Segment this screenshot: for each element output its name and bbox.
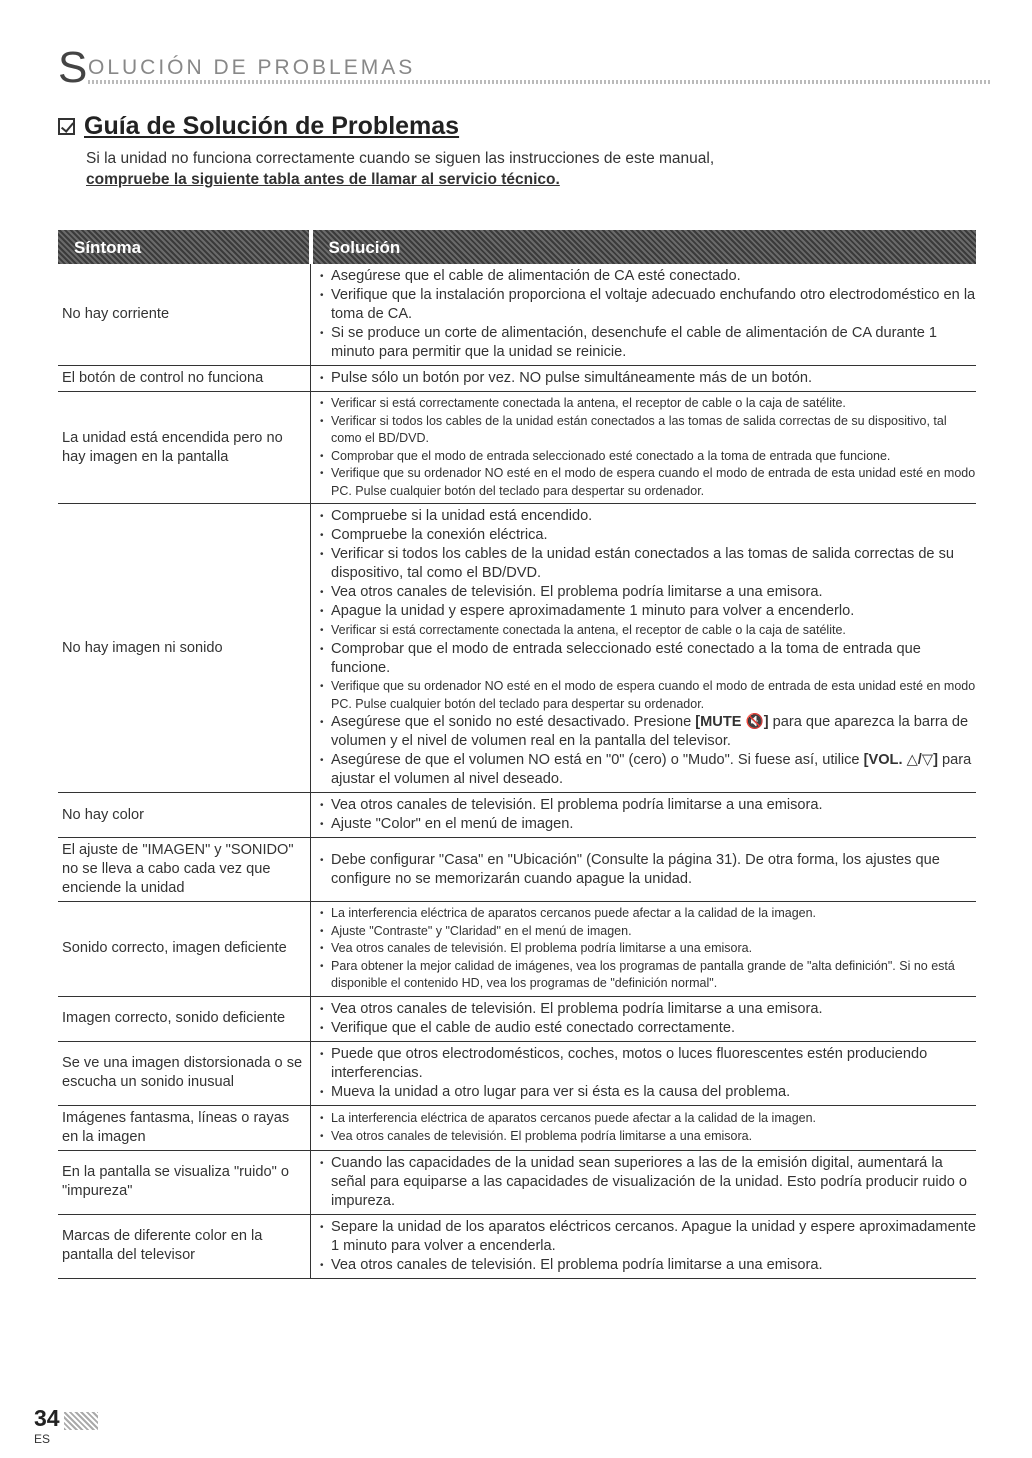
symptom-cell: En la pantalla se visualiza "ruido" o "impureza": [58, 1150, 311, 1214]
solution-item: • Verificar si está correctamente conectada la antena, el receptor de cable o la caja de satélite.: [317, 621, 976, 640]
solution-item: • Ajuste "Color" en el menú de imagen.: [317, 815, 976, 834]
solution-item: • Cuando las capacidades de la unidad sean superiores a las de la emisión digital, aumentará la señal para equiparse a las capacidades de visualización de la unidad. Esto podría producir ruido o impureza.: [317, 1154, 976, 1211]
section-heading: [58, 112, 459, 141]
vol-text-pre: Asegúrese de que el volumen NO está en "0" (cero) o "Mudo". Si fuese así, utilice: [331, 752, 864, 768]
solution-item: • Si se produce un corte de alimentación, desenchufe el cable de alimentación de CA durante 1 minuto para permitir que la unidad se reinicie.: [317, 324, 976, 362]
solution-item: • Pulse sólo un botón por vez. NO pulse simultáneamente más de un botón.: [317, 369, 976, 388]
table-row: [58, 1214, 976, 1278]
solution-item: [317, 751, 976, 789]
table-row: [58, 902, 976, 997]
solution-item: • La interferencia eléctrica de aparatos cercanos puede afectar a la calidad de la imagen.: [317, 1110, 976, 1128]
solution-item: • Vea otros canales de televisión. El problema podría limitarse a una emisora.: [317, 1256, 976, 1275]
checkbox-icon: [58, 118, 75, 135]
header-rule: [88, 80, 992, 84]
solution-item: • Vea otros canales de televisión. El problema podría limitarse a una emisora.: [317, 1128, 976, 1146]
symptom-cell: No hay color: [58, 793, 311, 838]
header-title: OLUCIÓN DE PROBLEMAS: [88, 56, 416, 79]
solution-item: • Verificar si todos los cables de la unidad están conectados a las tomas de salida correctas de su dispositivo, tal como el BD/DVD.: [317, 545, 976, 583]
symptom-cell: No hay imagen ni sonido: [58, 504, 311, 793]
solution-item: • Comprobar que el modo de entrada seleccionado esté conectado a la toma de entrada que funcione.: [317, 448, 976, 466]
solution-item: • Compruebe si la unidad está encendido.: [317, 507, 976, 526]
solution-item: [317, 713, 976, 751]
header-initial: S: [58, 43, 88, 92]
page-number: 34: [34, 1405, 60, 1431]
solution-item: • Vea otros canales de televisión. El problema podría limitarse a una emisora.: [317, 1000, 976, 1019]
symptom-cell: Imagen correcto, sonido deficiente: [58, 996, 311, 1041]
table-header-row: [58, 230, 976, 264]
solution-item: • Comprobar que el modo de entrada seleccionado esté conectado a la toma de entrada que funcione.: [317, 640, 976, 678]
mute-key: [MUTE 🔇]: [695, 714, 769, 730]
table-row: [58, 996, 976, 1041]
intro-text: [86, 148, 714, 190]
symptom-cell: La unidad está encendida pero no hay imagen en la pantalla: [58, 392, 311, 504]
solution-item: • Asegúrese que el cable de alimentación de CA esté conectado.: [317, 267, 976, 286]
solution-item: • Verificar si todos los cables de la unidad están conectados a las tomas de salida correctas de su dispositivo, tal como el BD/DVD.: [317, 413, 976, 448]
language-code: ES: [34, 1432, 51, 1446]
page-number-bar: [64, 1412, 98, 1430]
solution-item: • Compruebe la conexión eléctrica.: [317, 526, 976, 545]
solution-item: • Verifique que su ordenador NO esté en el modo de espera cuando el modo de entrada de esta unidad esté en modo PC. Pulse cualquier botón del teclado para despertar su ordenador.: [317, 465, 976, 500]
solution-item: • Verifique que su ordenador NO esté en el modo de espera cuando el modo de entrada de esta unidad esté en modo PC. Pulse cualquier botón del teclado para despertar su ordenador.: [317, 678, 976, 713]
solution-cell: [311, 264, 977, 366]
solution-item: • Mueva la unidad a otro lugar para ver si ésta es la causa del problema.: [317, 1083, 976, 1102]
symptom-cell: Se ve una imagen distorsionada o se escucha un sonido inusual: [58, 1041, 311, 1105]
solution-item: • Vea otros canales de televisión. El problema podría limitarse a una emisora.: [317, 796, 976, 815]
solution-cell: [311, 504, 977, 793]
solution-item: • Verificar si está correctamente conectada la antena, el receptor de cable o la caja de satélite.: [317, 395, 976, 413]
column-header-solution: Solución: [311, 230, 977, 264]
solution-cell: [311, 1041, 977, 1105]
table-row: [58, 1041, 976, 1105]
symptom-cell: Sonido correcto, imagen deficiente: [58, 902, 311, 997]
table-row: [58, 392, 976, 504]
section-title: Guía de Solución de Problemas: [84, 112, 460, 140]
solution-cell: [311, 392, 977, 504]
vol-key: [VOL. △/▽]: [863, 752, 938, 768]
column-header-symptom: Síntoma: [58, 230, 311, 264]
solution-cell: [311, 996, 977, 1041]
intro-emphasis: compruebe la siguiente tabla antes de llamar al servicio técnico.: [86, 171, 560, 188]
mute-text-pre: Asegúrese que el sonido no esté desactivado. Presione: [331, 714, 696, 730]
solution-cell: [311, 1105, 977, 1150]
table-row: [58, 504, 976, 793]
solution-item: • Separe la unidad de los aparatos eléctricos cercanos. Apague la unidad y espere aproximadamente 1 minuto para volver a encenderla.: [317, 1218, 976, 1256]
solution-item: • Vea otros canales de televisión. El problema podría limitarse a una emisora.: [317, 940, 976, 958]
solution-cell: [311, 902, 977, 997]
vol-text-post: para ajustar el volumen al nivel deseado.: [331, 752, 972, 787]
page-header: [58, 43, 992, 92]
table-row: [58, 264, 976, 366]
solution-item: • Verifique que el cable de audio esté conectado correctamente.: [317, 1019, 976, 1038]
solution-item: • Ajuste "Contraste" y "Claridad" en el menú de imagen.: [317, 923, 976, 941]
solution-item: • Apague la unidad y espere aproximadamente 1 minuto para volver a encenderlo.: [317, 602, 976, 621]
solution-item: • Para obtener la mejor calidad de imágenes, vea los programas de pantalla grande de "alta definición". Si no está disponible el contenido HD, vea los programas de "definición normal".: [317, 958, 976, 993]
solution-item: • Puede que otros electrodomésticos, coches, motos o luces fluorescentes estén produciendo interferencias.: [317, 1045, 976, 1083]
solution-cell: [311, 1214, 977, 1278]
mute-text-post: para que aparezca la barra de volumen y el nivel de volumen real en la pantalla del televisor.: [331, 714, 969, 749]
solution-cell: [311, 366, 977, 392]
solution-item: • La interferencia eléctrica de aparatos cercanos puede afectar a la calidad de la imagen.: [317, 905, 976, 923]
symptom-cell: El ajuste de "IMAGEN" y "SONIDO" no se lleva a cabo cada vez que enciende la unidad: [58, 838, 311, 902]
table-row: [58, 1105, 976, 1150]
solution-item: • Verifique que la instalación proporciona el voltaje adecuado enchufando otro electrodoméstico en la toma de CA.: [317, 286, 976, 324]
solution-cell: [311, 1150, 977, 1214]
table-row: [58, 1150, 976, 1214]
symptom-cell: El botón de control no funciona: [58, 366, 311, 392]
symptom-cell: Marcas de diferente color en la pantalla del televisor: [58, 1214, 311, 1278]
intro-line: Si la unidad no funciona correctamente cuando se siguen las instrucciones de este manual,: [86, 150, 715, 167]
solution-item: • Debe configurar "Casa" en "Ubicación" (Consulte la página 31). De otra forma, los ajustes que configure no se memorizarán cuando apague la unidad.: [317, 851, 976, 889]
troubleshooting-table: [58, 230, 976, 1279]
solution-cell: [311, 838, 977, 902]
table-row: [58, 838, 976, 902]
symptom-cell: No hay corriente: [58, 264, 311, 366]
table-row: [58, 366, 976, 392]
solution-item: • Vea otros canales de televisión. El problema podría limitarse a una emisora.: [317, 583, 976, 602]
table-row: [58, 793, 976, 838]
symptom-cell: Imágenes fantasma, líneas o rayas en la imagen: [58, 1105, 311, 1150]
solution-cell: [311, 793, 977, 838]
